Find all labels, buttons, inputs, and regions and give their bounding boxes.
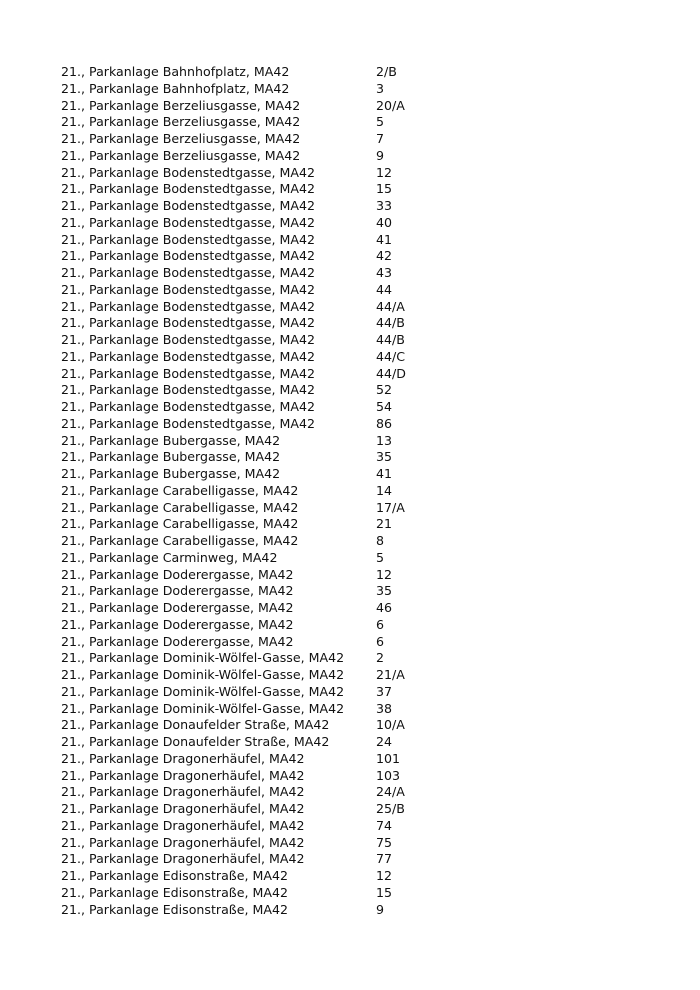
location-name: 21., Parkanlage Bodenstedtgasse, MA42 xyxy=(61,248,316,264)
house-number: 37 xyxy=(376,683,393,699)
location-name: 21., Parkanlage Carabelligasse, MA42 xyxy=(61,499,299,515)
location-name: 21., Parkanlage Dragonerhäufel, MA42 xyxy=(61,851,305,867)
list-item xyxy=(61,650,661,667)
house-number: 74 xyxy=(376,817,393,833)
house-number: 14 xyxy=(376,482,393,498)
list-item xyxy=(61,332,661,349)
list-item xyxy=(61,181,661,198)
location-name: 21., Parkanlage Berzeliusgasse, MA42 xyxy=(61,114,301,130)
house-number: 41 xyxy=(376,466,393,481)
list-item xyxy=(61,466,661,483)
location-name: 21., Parkanlage Dominik-Wölfel-Gasse, MA42 xyxy=(61,667,345,682)
list-item xyxy=(61,282,661,299)
house-number: 101 xyxy=(376,750,401,766)
list-item xyxy=(61,449,661,466)
list-item xyxy=(61,835,661,852)
house-number: 12 xyxy=(376,868,393,883)
location-name: 21., Parkanlage Berzeliusgasse, MA42 xyxy=(61,131,301,146)
location-name: 21., Parkanlage Doderergasse, MA42 xyxy=(61,600,294,615)
house-number: 20/A xyxy=(376,97,405,113)
location-name: 21., Parkanlage Carabelligasse, MA42 xyxy=(61,533,299,548)
location-name: 21., Parkanlage Bodenstedtgasse, MA42 xyxy=(61,181,316,197)
house-number: 44/D xyxy=(376,365,406,381)
house-number: 40 xyxy=(376,214,393,230)
house-number: 5 xyxy=(376,549,385,565)
list-item xyxy=(61,768,661,785)
location-name: 21., Parkanlage Bodenstedtgasse, MA42 xyxy=(61,298,316,314)
location-name: 21., Parkanlage Carabelligasse, MA42 xyxy=(61,482,299,498)
list-item xyxy=(61,684,661,701)
house-number: 35 xyxy=(376,583,393,599)
location-name: 21., Parkanlage Dragonerhäufel, MA42 xyxy=(61,767,305,783)
location-name: 21., Parkanlage Berzeliusgasse, MA42 xyxy=(61,147,301,163)
location-name: 21., Parkanlage Bodenstedtgasse, MA42 xyxy=(61,164,316,180)
house-number: 44/C xyxy=(376,348,406,364)
location-name: 21., Parkanlage Doderergasse, MA42 xyxy=(61,566,294,582)
list-item xyxy=(61,349,661,366)
house-number: 86 xyxy=(376,415,393,431)
list-item xyxy=(61,885,661,902)
list-item xyxy=(61,550,661,567)
list-item xyxy=(61,868,661,885)
house-number: 103 xyxy=(376,767,401,783)
location-name: 21., Parkanlage Bubergasse, MA42 xyxy=(61,466,281,481)
list-item xyxy=(61,784,661,801)
location-name: 21., Parkanlage Bodenstedtgasse, MA42 xyxy=(61,231,316,247)
house-number: 54 xyxy=(376,399,393,414)
house-number: 44 xyxy=(376,281,393,297)
house-number: 17/A xyxy=(376,499,405,515)
location-name: 21., Parkanlage Bodenstedtgasse, MA42 xyxy=(61,315,316,331)
house-number: 2 xyxy=(376,650,385,666)
house-number: 2/B xyxy=(376,64,397,79)
list-item xyxy=(61,667,661,684)
house-number: 5 xyxy=(376,114,385,130)
list-item xyxy=(61,265,661,282)
location-name: 21., Parkanlage Doderergasse, MA42 xyxy=(61,633,294,649)
location-name: 21., Parkanlage Dragonerhäufel, MA42 xyxy=(61,817,305,833)
house-number: 21/A xyxy=(376,667,405,682)
house-number: 38 xyxy=(376,700,393,716)
location-name: 21., Parkanlage Doderergasse, MA42 xyxy=(61,583,294,599)
location-name: 21., Parkanlage Donaufelder Straße, MA42 xyxy=(61,734,330,749)
location-name: 21., Parkanlage Doderergasse, MA42 xyxy=(61,616,294,632)
list-item xyxy=(61,198,661,215)
list-item xyxy=(61,567,661,584)
house-number: 44/B xyxy=(376,332,405,347)
house-number: 43 xyxy=(376,265,393,280)
house-number: 46 xyxy=(376,600,393,615)
list-item xyxy=(61,399,661,416)
location-name: 21., Parkanlage Edisonstraße, MA42 xyxy=(61,868,288,883)
list-item xyxy=(61,81,661,98)
list-item xyxy=(61,131,661,148)
house-number: 25/B xyxy=(376,801,405,816)
house-number: 6 xyxy=(376,616,385,632)
location-name: 21., Parkanlage Bubergasse, MA42 xyxy=(61,449,281,465)
house-number: 24 xyxy=(376,734,393,749)
house-number: 15 xyxy=(376,884,393,900)
list-item xyxy=(61,533,661,550)
house-number: 9 xyxy=(376,901,385,917)
location-name: 21., Parkanlage Bodenstedtgasse, MA42 xyxy=(61,365,316,381)
list-item xyxy=(61,64,661,81)
location-name: 21., Parkanlage Bodenstedtgasse, MA42 xyxy=(61,265,316,280)
list-item xyxy=(61,801,661,818)
list-item xyxy=(61,500,661,517)
list-item xyxy=(61,248,661,265)
house-number: 35 xyxy=(376,449,393,465)
house-number: 77 xyxy=(376,851,393,867)
location-name: 21., Parkanlage Dominik-Wölfel-Gasse, MA42 xyxy=(61,683,345,699)
location-name: 21., Parkanlage Dominik-Wölfel-Gasse, MA42 xyxy=(61,650,345,666)
location-name: 21., Parkanlage Dominik-Wölfel-Gasse, MA42 xyxy=(61,700,345,716)
list-item xyxy=(61,818,661,835)
list-item xyxy=(61,734,661,751)
house-number: 24/A xyxy=(376,784,405,800)
house-number: 12 xyxy=(376,164,393,180)
location-name: 21., Parkanlage Dragonerhäufel, MA42 xyxy=(61,801,305,816)
house-number: 44/B xyxy=(376,315,405,331)
house-number: 52 xyxy=(376,382,393,398)
list-item xyxy=(61,433,661,450)
list-item xyxy=(61,851,661,868)
house-number: 42 xyxy=(376,248,393,264)
list-item xyxy=(61,751,661,768)
location-name: 21., Parkanlage Bodenstedtgasse, MA42 xyxy=(61,415,316,431)
list-item xyxy=(61,148,661,165)
location-name: 21., Parkanlage Bodenstedtgasse, MA42 xyxy=(61,332,316,347)
location-name: 21., Parkanlage Dragonerhäufel, MA42 xyxy=(61,750,305,766)
house-number: 21 xyxy=(376,516,393,532)
location-name: 21., Parkanlage Edisonstraße, MA42 xyxy=(61,884,288,900)
location-name: 21., Parkanlage Bahnhofplatz, MA42 xyxy=(61,64,290,79)
list-item xyxy=(61,114,661,131)
list-item xyxy=(61,232,661,249)
location-name: 21., Parkanlage Berzeliusgasse, MA42 xyxy=(61,97,301,113)
location-name: 21., Parkanlage Carminweg, MA42 xyxy=(61,549,278,565)
list-item xyxy=(61,600,661,617)
list-item xyxy=(61,902,661,919)
list-item xyxy=(61,416,661,433)
list-item xyxy=(61,483,661,500)
list-item xyxy=(61,299,661,316)
list-item xyxy=(61,366,661,383)
location-name: 21., Parkanlage Carabelligasse, MA42 xyxy=(61,516,299,532)
list-item xyxy=(61,617,661,634)
house-number: 41 xyxy=(376,231,393,247)
house-number: 8 xyxy=(376,533,385,548)
house-number: 6 xyxy=(376,633,385,649)
list-item xyxy=(61,516,661,533)
list-item xyxy=(61,315,661,332)
house-number: 9 xyxy=(376,147,385,163)
house-number: 44/A xyxy=(376,298,405,314)
list-item xyxy=(61,165,661,182)
list-item xyxy=(61,634,661,651)
list-item xyxy=(61,98,661,115)
house-number: 7 xyxy=(376,131,385,146)
location-name: 21., Parkanlage Bodenstedtgasse, MA42 xyxy=(61,281,316,297)
list-item xyxy=(61,583,661,600)
location-name: 21., Parkanlage Bodenstedtgasse, MA42 xyxy=(61,348,316,364)
house-number: 12 xyxy=(376,566,393,582)
list-item xyxy=(61,215,661,232)
house-number: 10/A xyxy=(376,717,405,733)
house-number: 13 xyxy=(376,432,393,448)
location-name: 21., Parkanlage Dragonerhäufel, MA42 xyxy=(61,834,305,850)
list-item xyxy=(61,701,661,718)
house-number: 3 xyxy=(376,80,385,96)
location-name: 21., Parkanlage Bubergasse, MA42 xyxy=(61,432,281,448)
house-number: 33 xyxy=(376,198,393,213)
house-number: 15 xyxy=(376,181,393,197)
location-list xyxy=(61,64,661,918)
list-item xyxy=(61,382,661,399)
location-name: 21., Parkanlage Edisonstraße, MA42 xyxy=(61,901,288,917)
location-name: 21., Parkanlage Bahnhofplatz, MA42 xyxy=(61,80,290,96)
location-name: 21., Parkanlage Bodenstedtgasse, MA42 xyxy=(61,214,316,230)
location-name: 21., Parkanlage Donaufelder Straße, MA42 xyxy=(61,717,330,733)
location-name: 21., Parkanlage Dragonerhäufel, MA42 xyxy=(61,784,305,800)
list-item xyxy=(61,717,661,734)
house-number: 75 xyxy=(376,834,393,850)
location-name: 21., Parkanlage Bodenstedtgasse, MA42 xyxy=(61,198,316,213)
location-name: 21., Parkanlage Bodenstedtgasse, MA42 xyxy=(61,382,316,398)
location-name: 21., Parkanlage Bodenstedtgasse, MA42 xyxy=(61,399,316,414)
